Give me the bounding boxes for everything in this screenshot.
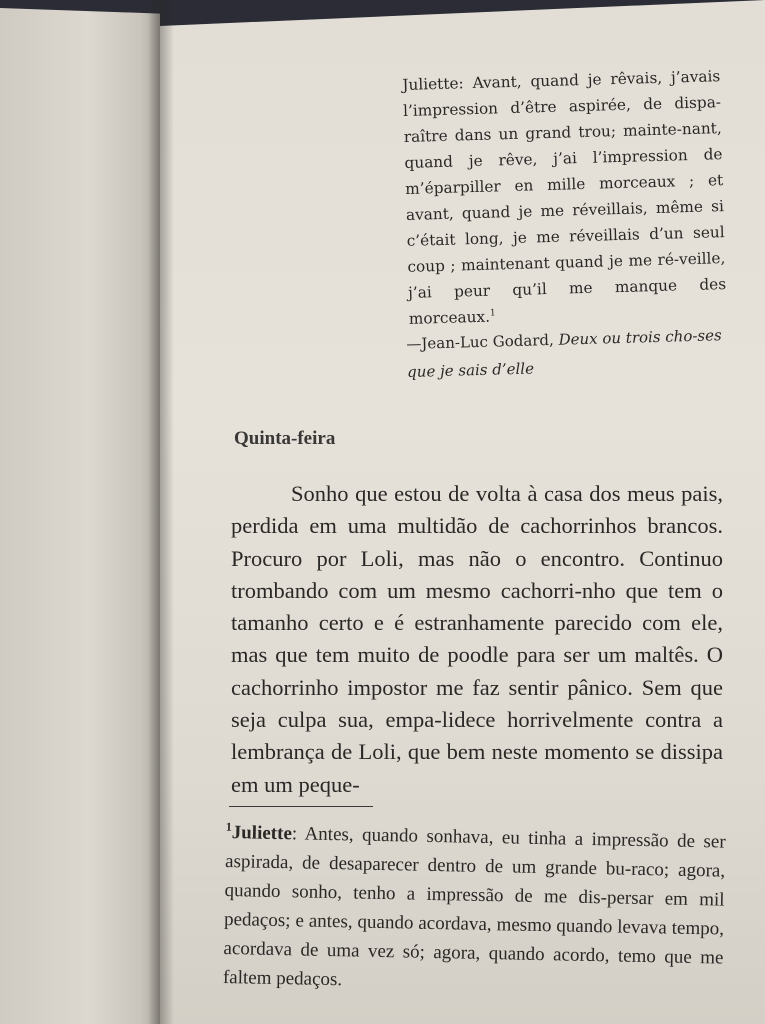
footnote-speaker: Juliette xyxy=(231,822,293,845)
body-paragraph: Sonho que estou de volta à casa dos meus pais, perdida em uma multidão de cachorrinhos brancos. Procuro por Loli, mas não o encontro. Continuo trombando com um mesmo cachorri-nho que tem o tamanho certo e é estranhamente parecido com ele, mas que tem muito de poodle para ser um maltês. O cachorrinho impostor me faz sentir pânico. Sem que seja culpa sua, empa-lidece horrivelmente contra a lembrança de Loli, que bem neste momento se dissipa em um peque- xyxy=(231,481,723,797)
attribution-work: Deux ou trois cho-ses que je sais d’elle xyxy=(406,326,722,381)
footnote-divider xyxy=(229,806,373,807)
attribution-author: —Jean-Luc Godard, xyxy=(406,330,555,353)
footnote-mark: 1 xyxy=(225,819,232,834)
left-page xyxy=(0,8,160,1024)
epigraph-quote xyxy=(402,63,727,332)
section-heading: Quinta-feira xyxy=(234,428,336,449)
epigraph-footnote-mark: 1 xyxy=(489,308,496,319)
footnote-text: : Antes, quando sonhava, eu tinha a impressão de ser aspirada, de desaparecer dentro de um grande bu-raco; agora, quando sonho, tenho a impressão de me dis-persar em mil pedaços; e antes, quando acordava, mesmo quando levava tempo, acordava de uma vez só; agora, quando acordo, temo que me faltem pedaços. xyxy=(222,823,726,991)
book-gutter xyxy=(148,0,174,1024)
epigraph-text: Juliette: Avant, quand je rêvais, j’avais l’impression d’être aspirée, de dispa-raître dans un grand trou; mainte-nant, quand je rêve, j’ai l’impression de m’éparpiller en mille morceaux ; et avant, quand je me réveillais, même si c’était long, je me réveillais d’un seul coup ; maintenant quand je me ré-veille, j’ai peur qu’il me manque des morceaux. xyxy=(402,67,727,328)
footnote xyxy=(223,818,726,1002)
epigraph-attribution xyxy=(406,321,725,386)
